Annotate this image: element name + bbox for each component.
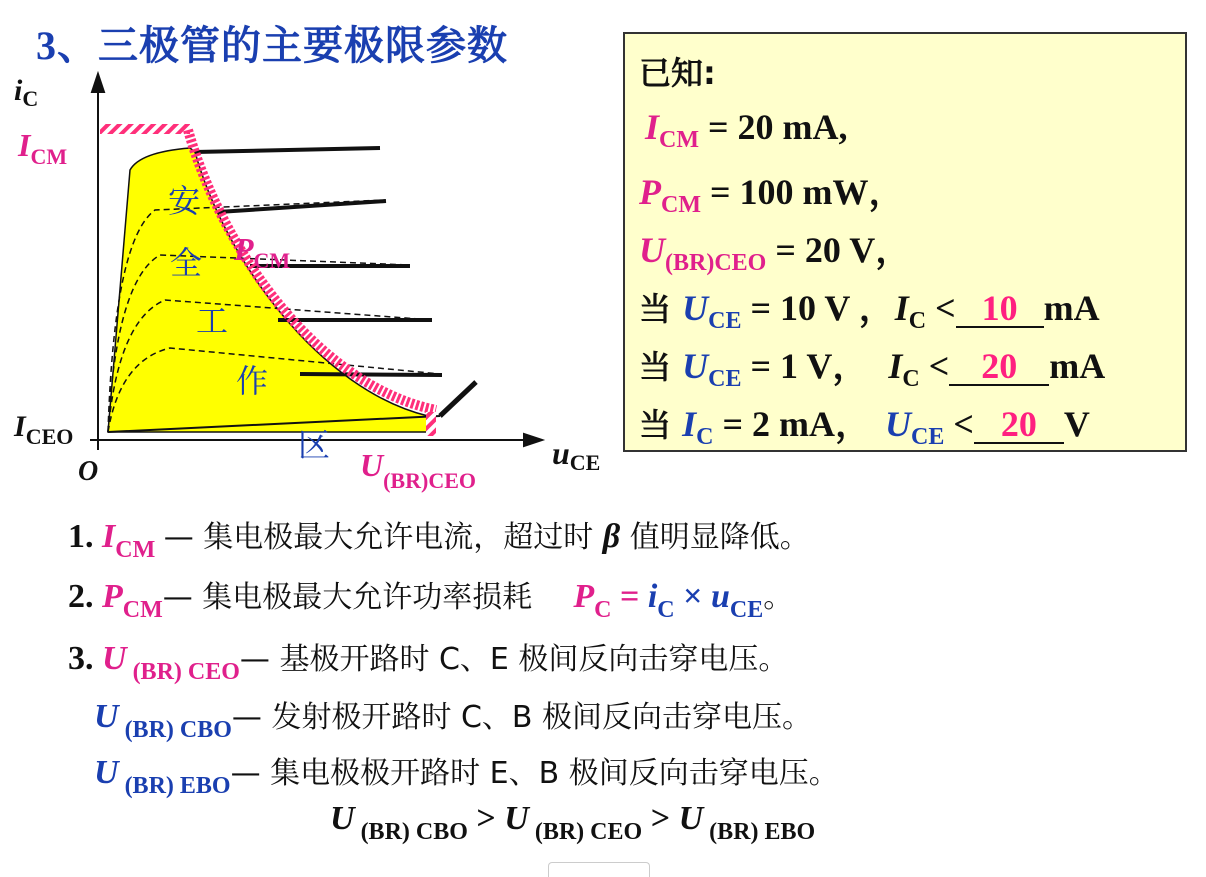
given-pcm: $P_{CM} = 100$ mW， bbox=[639, 172, 905, 218]
given-icm: $I_{CM} = 20$ mA, bbox=[645, 107, 848, 153]
origin-label: O bbox=[78, 456, 99, 487]
svg-text:工: 工 bbox=[196, 302, 229, 340]
output-characteristic-graph bbox=[0, 60, 620, 500]
breakdown-comparison: U $_{(BR) CBO}$ > U $_{(BR) CEO}$ > U $_{(BR) EBO}$ bbox=[330, 800, 816, 845]
param-ubr-cbo: U $_{(BR) CBO}$— 发射极开路时 C、B 极间反向击穿电压。 bbox=[94, 698, 813, 743]
param-pcm: 2. $P_{CM}—$ 集电极最大允许功率损耗 $P_C = i_C \times u_{CE}$。 bbox=[68, 578, 794, 623]
given-case-3: 当 $I_C = 2$ mA， $U_{CE} < 20$ V bbox=[639, 404, 1090, 450]
param-icm: 1. $I_{CM}$ — 集电极最大允许电流，超过时 β 值明显降低。 bbox=[68, 518, 810, 563]
given-case-2: 当 $U_{CE} = 1$ V， $I_C < 20$ mA bbox=[639, 346, 1106, 392]
page-tab-stub bbox=[548, 862, 650, 877]
power-formula: $P_C = i_C \times u_{CE}$。 bbox=[573, 578, 794, 623]
iceo-label: $I_{CEO}$ bbox=[14, 410, 74, 449]
given-header: 已知: bbox=[639, 54, 716, 92]
svg-text:安: 安 bbox=[168, 182, 201, 220]
given-box bbox=[623, 32, 1187, 452]
pcm-curve-label: $P_{CM}$ bbox=[234, 231, 291, 273]
answer-blank-3: 20 bbox=[974, 406, 1064, 444]
svg-text:作: 作 bbox=[236, 362, 269, 400]
answer-blank-1: 10 bbox=[956, 290, 1044, 328]
icm-label: $I_{CM}$ bbox=[18, 127, 68, 169]
given-case-1: 当 $U_{CE} = 10$ V ，$I_C < 10$ mA bbox=[639, 288, 1100, 334]
param-ubr-ceo: 3. U $_{(BR) CEO}$— 基极开路时 C、E 极间反向击穿电压。 bbox=[68, 640, 789, 685]
y-axis-label: $i_C$ bbox=[14, 74, 39, 111]
title-number: 3、 bbox=[36, 23, 98, 68]
x-axis-label: uCE bbox=[552, 435, 601, 475]
svg-text:区: 区 bbox=[298, 426, 331, 464]
given-ubr-ceo: $U_{(BR)CEO} = 20$ V， bbox=[639, 230, 912, 276]
answer-blank-2: 20 bbox=[949, 348, 1049, 386]
ubr-ceo-label: $U_{(BR)CEO}$ bbox=[360, 447, 476, 493]
param-ubr-ebo: U $_{(BR) EBO}$— 集电极极开路时 E、B 极间反向击穿电压。 bbox=[94, 754, 839, 799]
svg-text:全: 全 bbox=[170, 244, 203, 282]
title-text: 三极管的主要极限参数 bbox=[98, 23, 508, 69]
